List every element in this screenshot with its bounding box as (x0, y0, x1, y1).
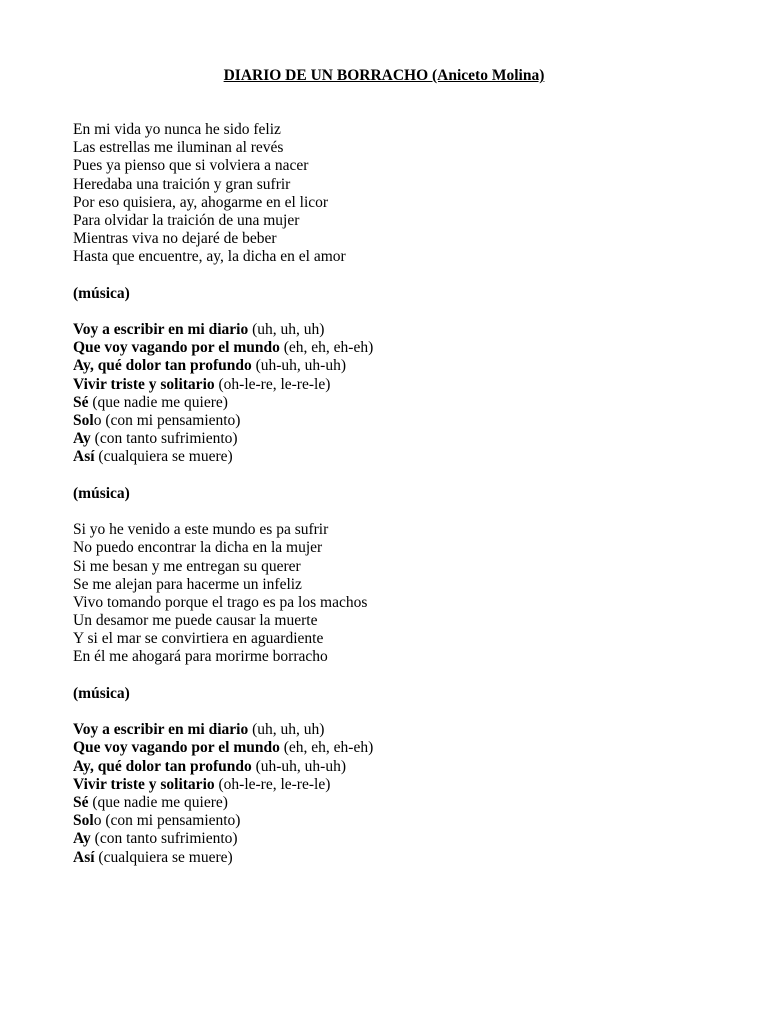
chorus-line-bold: Que voy vagando por el mundo (73, 739, 280, 757)
lyric-line: Heredaba una traición y gran sufrir (73, 175, 291, 193)
chorus-line-bold: Voy a escribir en mi diario (73, 321, 249, 339)
chorus-line (73, 794, 713, 812)
blank-line (73, 703, 713, 721)
chorus-line (73, 412, 713, 430)
lyrics-body (73, 121, 713, 867)
chorus-line-bold: Así (73, 448, 95, 466)
chorus-line-bold: Vivir triste y solitario (73, 375, 215, 393)
chorus-line-bold: Voy a escribir en mi diario (73, 721, 249, 739)
chorus-line-rest: (uh-uh, uh-uh) (251, 757, 347, 775)
musica-marker: (música) (73, 484, 130, 502)
chorus-1 (73, 321, 713, 467)
chorus-line (73, 339, 713, 357)
chorus-line (73, 721, 713, 739)
blank-line (73, 303, 713, 321)
page-title: DIARIO DE UN BORRACHO (Aniceto Molina) (223, 67, 545, 84)
blank-line (73, 667, 713, 685)
chorus-line-rest: (uh, uh, uh) (248, 721, 325, 739)
lyric-line: Por eso quisiera, ay, ahogarme en el licor (73, 193, 329, 211)
chorus-line (73, 812, 713, 830)
chorus-line-bold: Ay, qué dolor tan profundo (73, 357, 252, 375)
chorus-line (73, 394, 713, 412)
lyric-line: No puedo encontrar la dicha en la mujer (73, 539, 323, 557)
lyric-line: Si me besan y me entregan su querer (73, 557, 301, 575)
chorus-line-rest: (uh-uh, uh-uh) (251, 357, 347, 375)
chorus-line-rest: (con tanto sufrimiento) (90, 430, 238, 448)
lyric-line: Se me alejan para hacerme un infeliz (73, 575, 302, 593)
chorus-line-rest: (eh, eh, eh-eh) (279, 339, 374, 357)
chorus-line (73, 376, 713, 394)
blank-line (73, 467, 713, 485)
lyric-line: Si yo he venido a este mundo es pa sufrir (73, 521, 329, 539)
lyric-line: Vivo tomando porque el trago es pa los machos (73, 593, 368, 611)
lyric-line: En mi vida yo nunca he sido feliz (73, 121, 281, 138)
lyric-line: Pues ya pienso que si volviera a nacer (73, 157, 309, 175)
chorus-line-rest: (que nadie me quiere) (88, 393, 228, 411)
chorus-line (73, 448, 713, 466)
chorus-line-rest: (oh-le-re, le-re-le) (214, 775, 331, 793)
blank-line (73, 267, 713, 285)
chorus-line (73, 830, 713, 848)
stanza-1 (73, 121, 713, 267)
chorus-line (73, 430, 713, 448)
chorus-line (73, 849, 713, 867)
chorus-line (73, 739, 713, 757)
chorus-line (73, 357, 713, 375)
stanza-2 (73, 521, 713, 667)
chorus-line-rest: o (con mi pensamiento) (93, 412, 241, 429)
lyric-line: Las estrellas me iluminan al revés (73, 139, 284, 157)
lyric-line: Un desamor me puede causar la muerte (73, 612, 318, 630)
chorus-line-bold: Que voy vagando por el mundo (73, 339, 280, 357)
chorus-line-rest: (oh-le-re, le-re-le) (214, 375, 331, 393)
lyric-line: Mientras viva no dejaré de beber (73, 230, 277, 248)
lyric-line: En él me ahogará para morirme borracho (73, 648, 328, 666)
chorus-line-bold: Sol (73, 812, 94, 830)
chorus-line-rest: (con tanto sufrimiento) (90, 830, 238, 848)
musica-marker: (música) (73, 284, 130, 302)
lyric-line: Para olvidar la traición de una mujer (73, 211, 300, 229)
chorus-2 (73, 721, 713, 867)
musica-marker: (música) (73, 684, 130, 702)
lyric-line: Hasta que encuentre, ay, la dicha en el amor (73, 248, 346, 266)
chorus-line-bold: Ay (73, 830, 91, 848)
chorus-line-rest: (cualquiera se muere) (94, 448, 233, 466)
chorus-line-rest: (cualquiera se muere) (94, 848, 233, 866)
chorus-line-bold: Ay (73, 430, 91, 448)
chorus-line (73, 776, 713, 794)
chorus-line (73, 321, 713, 339)
blank-line (73, 503, 713, 521)
chorus-line-rest: (eh, eh, eh-eh) (279, 739, 374, 757)
lyric-line: Y si el mar se convirtiera en aguardiente (73, 630, 324, 648)
chorus-line-rest: o (con mi pensamiento) (93, 812, 241, 830)
chorus-line-rest: (uh, uh, uh) (248, 321, 325, 339)
chorus-line-bold: Vivir triste y solitario (73, 775, 215, 793)
chorus-line-bold: Así (73, 848, 95, 866)
chorus-line (73, 758, 713, 776)
chorus-line-bold: Sé (73, 793, 89, 811)
chorus-line-bold: Ay, qué dolor tan profundo (73, 757, 252, 775)
chorus-line-rest: (que nadie me quiere) (88, 793, 228, 811)
chorus-line-bold: Sol (73, 412, 94, 429)
chorus-line-bold: Sé (73, 393, 89, 411)
